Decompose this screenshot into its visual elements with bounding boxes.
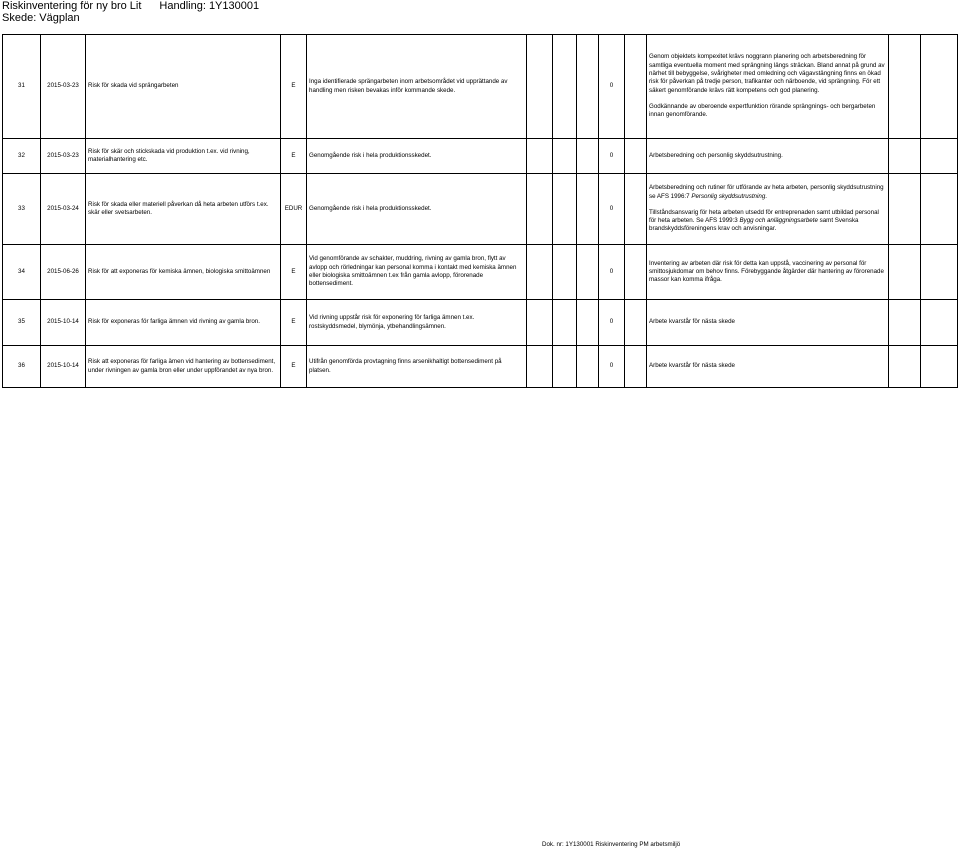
empty-cell [553, 346, 577, 388]
empty-cell [577, 300, 599, 346]
empty-cell [625, 245, 647, 300]
empty-cell [527, 174, 553, 245]
row-note-part: Arbetsberedning och rutiner för utförande av heta arbeten, personlig skyddsutrustning se AFS 1996:7 [649, 184, 884, 200]
empty-cell [527, 139, 553, 174]
empty-cell [921, 300, 958, 346]
row-level: 0 [599, 35, 625, 139]
row-note: Inventering av arbeten där risk för detta kan uppstå, vaccinering av personal för smittosjukdomar om behov finns. Förebyggande åtgärder där hantering av förorenade massor kan komma ifråga. [647, 245, 889, 300]
empty-cell [577, 346, 599, 388]
row-number: 35 [3, 300, 41, 346]
row-category: EDUR [281, 174, 307, 245]
row-category: E [281, 139, 307, 174]
row-measure: Vid genomförande av schakter, muddring, rivning av gamla bron, flytt av avlopp och rörledningar kan personal komma i kontakt med kemiska ämnen eller biologiska smittoämnen t.ex från gamla avlopp, förorenade bottensediment. [307, 245, 527, 300]
empty-cell [527, 300, 553, 346]
empty-cell [577, 35, 599, 139]
row-category: E [281, 35, 307, 139]
row-risk: Risk för att exponeras för kemiska ämnen, biologiska smittoämnen [86, 245, 281, 300]
empty-cell [889, 139, 921, 174]
row-number: 34 [3, 245, 41, 300]
header-stage: Skede: Vägplan [2, 12, 80, 24]
empty-cell [625, 139, 647, 174]
empty-cell [527, 245, 553, 300]
table-row [3, 245, 958, 300]
row-level: 0 [599, 139, 625, 174]
row-note-part: Godkännande av oberoende expertfunktion rörande sprängnings- och bergarbeten innan genomförande. [649, 102, 876, 119]
table-row [3, 300, 958, 346]
empty-cell [889, 346, 921, 388]
row-measure: Vid rivning uppstår risk för exponering för farliga ämnen t.ex. rostskyddsmedel, blymönja, ytbehandlingsämnen. [307, 300, 527, 346]
row-date: 2015-03-23 [41, 139, 86, 174]
row-measure: Utifrån genomförda provtagning finns arsenikhaltigt bottensediment på platsen. [307, 346, 527, 388]
row-number: 33 [3, 174, 41, 245]
empty-cell [921, 174, 958, 245]
row-date: 2015-10-14 [41, 346, 86, 388]
table-row [3, 35, 958, 139]
empty-cell [921, 346, 958, 388]
empty-cell [921, 35, 958, 139]
table-row [3, 174, 958, 245]
empty-cell [921, 245, 958, 300]
header-line-1 [2, 0, 259, 12]
row-measure: Inga identifierade sprängarbeten inom arbetsområdet vid upprättande av handling men risken bevakas inför kommande skede. [307, 35, 527, 139]
empty-cell [553, 245, 577, 300]
empty-cell [921, 139, 958, 174]
row-note: Arbete kvarstår för nästa skede [647, 346, 889, 388]
empty-cell [889, 300, 921, 346]
empty-cell [889, 245, 921, 300]
row-measure: Genomgående risk i hela produktionsskedet. [307, 174, 527, 245]
row-risk: Risk för skär och stickskada vid produktion t.ex. vid rivning, materialhantering etc. [86, 139, 281, 174]
row-level: 0 [599, 346, 625, 388]
empty-cell [553, 35, 577, 139]
empty-cell [889, 174, 921, 245]
row-date: 2015-03-23 [41, 35, 86, 139]
row-risk: Risk att exponeras för farliga ämen vid hantering av bottensediment, under rivningen av gamla bron eller under uppförandet av nya bron. [86, 346, 281, 388]
empty-cell [553, 300, 577, 346]
empty-cell [625, 35, 647, 139]
row-number: 32 [3, 139, 41, 174]
row-note-italic: Personlig skyddsutrustning [691, 192, 766, 200]
empty-cell [527, 35, 553, 139]
table-row [3, 139, 958, 174]
empty-cell [625, 346, 647, 388]
risk-table [2, 34, 958, 388]
empty-cell [889, 35, 921, 139]
row-risk: Risk för exponeras för farliga ämnen vid rivning av gamla bron. [86, 300, 281, 346]
header-title: Riskinventering för ny bro Lit [2, 0, 142, 12]
row-risk: Risk för skada eller materiell påverkan då heta arbeten utförs t.ex. skär eller svetsarbeten. [86, 174, 281, 245]
empty-cell [553, 139, 577, 174]
row-note [647, 174, 889, 245]
empty-cell [625, 300, 647, 346]
row-number: 36 [3, 346, 41, 388]
row-note: Arbete kvarstår för nästa skede [647, 300, 889, 346]
row-measure: Genomgående risk i hela produktionsskedet. [307, 139, 527, 174]
empty-cell [625, 174, 647, 245]
empty-cell [577, 245, 599, 300]
document-footer: Dok. nr: 1Y130001 Riskinventering PM arbetsmiljö [542, 841, 681, 848]
row-note-part: Tillståndsansvarig för heta arbeten utsedd för entreprenaden samt utbildad personal för heta arbeten. Se AFS 1999:3 [649, 208, 879, 225]
empty-cell [553, 174, 577, 245]
row-note-part: . [765, 192, 767, 200]
row-note-italic: Bygg och anläggningsarbete [739, 217, 818, 225]
empty-cell [527, 346, 553, 388]
row-level: 0 [599, 245, 625, 300]
empty-cell [577, 174, 599, 245]
row-level: 0 [599, 300, 625, 346]
row-date: 2015-03-24 [41, 174, 86, 245]
row-note [647, 35, 889, 139]
empty-cell [577, 139, 599, 174]
row-date: 2015-10-14 [41, 300, 86, 346]
row-category: E [281, 300, 307, 346]
row-risk: Risk för skada vid sprängarbeten [86, 35, 281, 139]
row-level: 0 [599, 174, 625, 245]
row-note-part: Genom objektets kompexitet krävs noggrann planering och arbetsberedning för samtliga eventuella moment med sprängning längs sträckan. Bland annat på grund av närhet till bebyggelse, svårigheter med omledning och vägavstängning finns en ökad risk för påverkan på tredje person, trafikanter och närboende, vid sprängning. För ett säkert genomförande krävs rätt kompetens och god planering. [649, 53, 885, 94]
row-date: 2015-06-26 [41, 245, 86, 300]
row-category: E [281, 346, 307, 388]
document-header [2, 0, 259, 24]
header-handling: Handling: 1Y130001 [159, 0, 260, 12]
table-row [3, 346, 958, 388]
row-number: 31 [3, 35, 41, 139]
row-category: E [281, 245, 307, 300]
row-note-part: samt Svenska brandskyddsföreningens krav och anvisningar. [649, 217, 859, 233]
row-note: Arbetsberedning och personlig skyddsutrustning. [647, 139, 889, 174]
